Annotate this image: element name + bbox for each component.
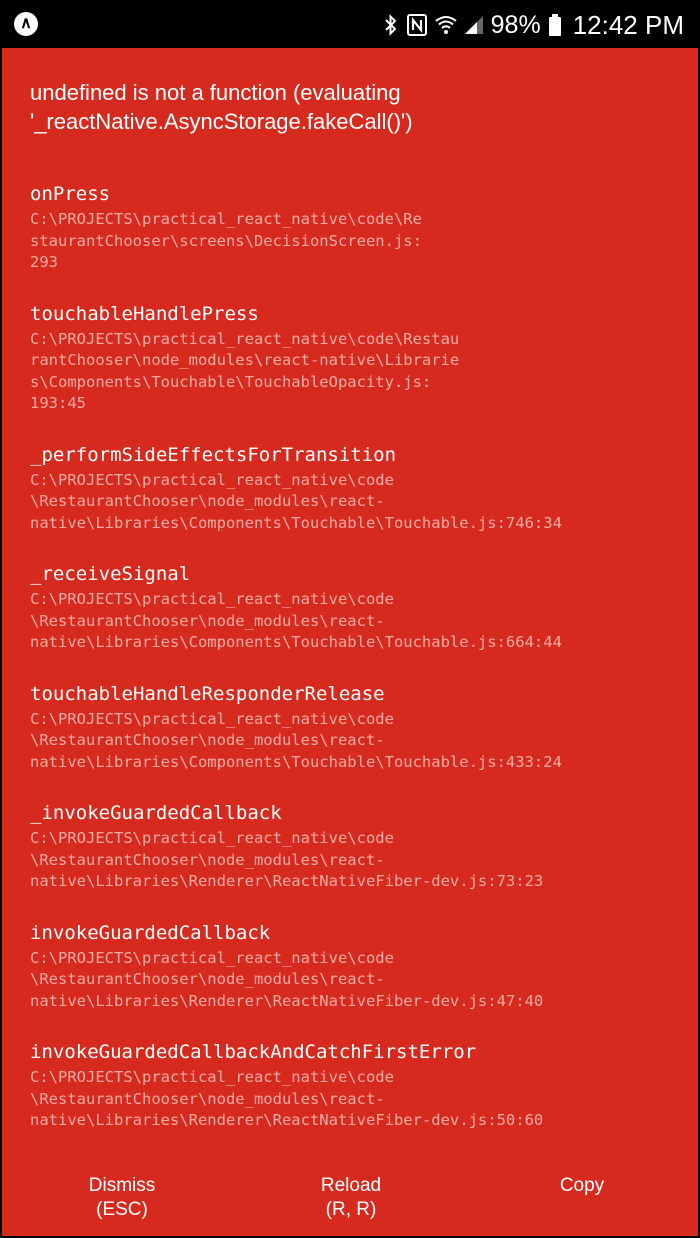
battery-icon <box>549 14 561 36</box>
stack-frame-method: onPress <box>30 183 111 205</box>
error-message: undefined is not a function (evaluating '_reactNative.AsyncStorage.fakeCall()') <box>30 80 413 134</box>
stack-frame-method: touchableHandleResponderRelease <box>30 682 385 705</box>
cell-signal-icon <box>465 16 483 34</box>
status-bar <box>2 2 698 48</box>
bluetooth-icon <box>383 14 399 36</box>
stack-frame-method: _invokeGuardedCallback <box>30 802 282 824</box>
stack-frame-location: C:\PROJECTS\practical_react_native\code\Restau rantChooser\node_modules\react-native\Librarie s\Components\Touchable\TouchableOpacity.js: 193:45 <box>30 329 460 412</box>
stack-frame-method: _receiveSignal <box>30 563 191 585</box>
stack-frame-location: C:\PROJECTS\practical_react_native\code \RestaurantChooser\node_modules\react- native\Libraries\Components\Touchable\Touchable.js:664:44 <box>30 590 562 651</box>
stack-frame-location: C:\PROJECTS\practical_react_native\code \RestaurantChooser\node_modules\react- native\Libraries\Components\Touchable\Touchable.js:746:34 <box>30 470 562 532</box>
stack-frame-location: C:\PROJECTS\practical_react_native\code \RestaurantChooser\node_modules\react- native\Libraries\Renderer\ReactNativeFiber-dev.js:47:40 <box>30 948 544 1010</box>
stack-frame-location: C:\PROJECTS\practical_react_native\code \RestaurantChooser\node_modules\react- native\Libraries\Components\Touchable\Touchable.js:433:24 <box>30 709 562 771</box>
stack-frame[interactable] <box>30 1040 670 1132</box>
stack-frame[interactable] <box>30 921 670 1013</box>
redbox-footer <box>2 1174 698 1234</box>
copy-button[interactable]: Copy <box>559 1175 605 1196</box>
redbox-content[interactable] <box>30 78 670 1160</box>
stack-frame[interactable] <box>30 302 670 415</box>
dismiss-button[interactable]: Dismiss (ESC) <box>88 1175 156 1220</box>
stack-frame-method: _performSideEffectsForTransition <box>30 443 397 466</box>
stack-frame[interactable] <box>30 182 670 274</box>
app-icon: ∧ <box>14 12 38 36</box>
stack-frame[interactable] <box>30 443 670 535</box>
stack-frame-method: invokeGuardedCallback <box>30 921 271 944</box>
stack-frame-location: C:\PROJECTS\practical_react_native\code\Re staurantChooser\screens\DecisionScreen.js: 293 <box>30 210 422 271</box>
stack-frame-method: touchableHandlePress <box>30 302 259 325</box>
reload-button[interactable]: Reload (R, R) <box>320 1175 382 1220</box>
wifi-icon <box>435 15 457 35</box>
stack-frame-method: invokeGuardedCallbackAndCatchFirstError <box>30 1041 477 1063</box>
nfc-icon <box>407 14 427 36</box>
stack-frame[interactable] <box>30 682 670 774</box>
clock: 12:42 PM <box>572 9 684 40</box>
stack-frame-location: C:\PROJECTS\practical_react_native\code \RestaurantChooser\node_modules\react- native\Libraries\Renderer\ReactNativeFiber-dev.js:73:23 <box>30 829 544 890</box>
stack-frame[interactable] <box>30 562 670 654</box>
battery-percent: 98% <box>490 10 541 39</box>
stack-frame[interactable] <box>30 801 670 893</box>
stack-frame-location: C:\PROJECTS\practical_react_native\code \RestaurantChooser\node_modules\react- native\Libraries\Renderer\ReactNativeFiber-dev.js:50:60 <box>30 1068 544 1129</box>
status-icons <box>383 2 684 48</box>
